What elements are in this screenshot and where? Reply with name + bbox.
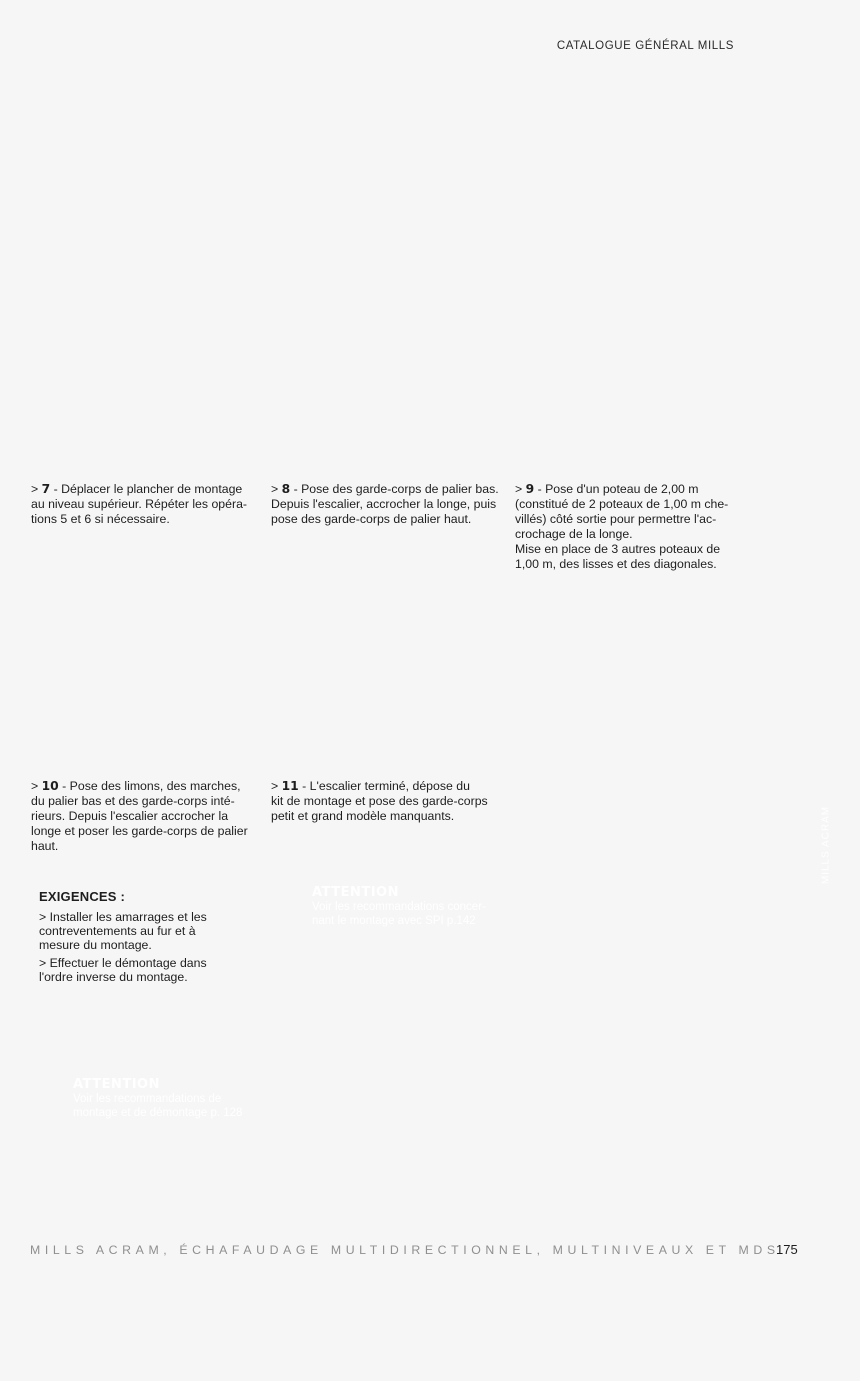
attention-text: Voir les recommandations de montage et de démontage p. 128 — [73, 1093, 243, 1119]
requirements-box — [39, 889, 239, 984]
side-tab-label: MILLS ACRAM — [820, 805, 832, 885]
step-prefix: > — [271, 779, 279, 793]
attention-text: Voir les recommandations concer- nant le montage avec SPI p.142 — [312, 901, 486, 927]
step-text: - Pose d'un poteau de 2,00 m (constitué de 2 poteaux de 1,00 m che- villés) côté sortie pour permettre l'ac- crochage de la longe. Mise en place de 3 autres poteaux de 1,00 m, des lisses et des diagonales. — [515, 482, 729, 571]
page-number: 175 — [776, 1242, 798, 1257]
attention-title: ATTENTION — [312, 885, 399, 900]
step-number: 11 — [281, 779, 299, 793]
requirement-item: > Effectuer le démontage dans l'ordre inverse du montage. — [39, 956, 207, 984]
step-number: 7 — [41, 482, 51, 496]
step-11 — [271, 779, 511, 824]
step-text: - Pose des garde-corps de palier bas. Depuis l'escalier, accrocher la longe, puis pose des garde-corps de palier haut. — [271, 482, 499, 526]
step-10 — [31, 779, 267, 854]
step-number: 9 — [525, 482, 535, 496]
step-9 — [515, 482, 751, 572]
requirements-title: EXIGENCES : — [39, 889, 125, 904]
attention-note-1 — [312, 885, 502, 928]
page-header: CATALOGUE GÉNÉRAL MILLS — [556, 40, 734, 52]
requirement-item: > Installer les amarrages et les contreventements au fur et à mesure du montage. — [39, 910, 207, 952]
attention-title: ATTENTION — [73, 1077, 160, 1092]
step-prefix: > — [31, 779, 39, 793]
step-7 — [31, 482, 263, 527]
step-number: 10 — [41, 779, 59, 793]
step-prefix: > — [515, 482, 523, 496]
attention-note-2 — [73, 1077, 263, 1120]
step-text: - Déplacer le plancher de montage au niveau supérieur. Répéter les opéra- tions 5 et 6 si nécessaire. — [31, 482, 248, 526]
step-number: 8 — [281, 482, 291, 496]
step-text: - L'escalier terminé, dépose du kit de montage et pose des garde-corps petit et grand modèle manquants. — [271, 779, 488, 823]
step-prefix: > — [271, 482, 279, 496]
step-text: - Pose des limons, des marches, du palier bas et des garde-corps inté- rieurs. Depuis l'escalier accrocher la longe et poser les garde-corps de palier haut. — [31, 779, 248, 853]
footer-title: MILLS ACRAM, ÉCHAFAUDAGE MULTIDIRECTIONNEL, MULTINIVEAUX ET MDS — [30, 1243, 780, 1257]
step-prefix: > — [31, 482, 39, 496]
step-8 — [271, 482, 507, 527]
